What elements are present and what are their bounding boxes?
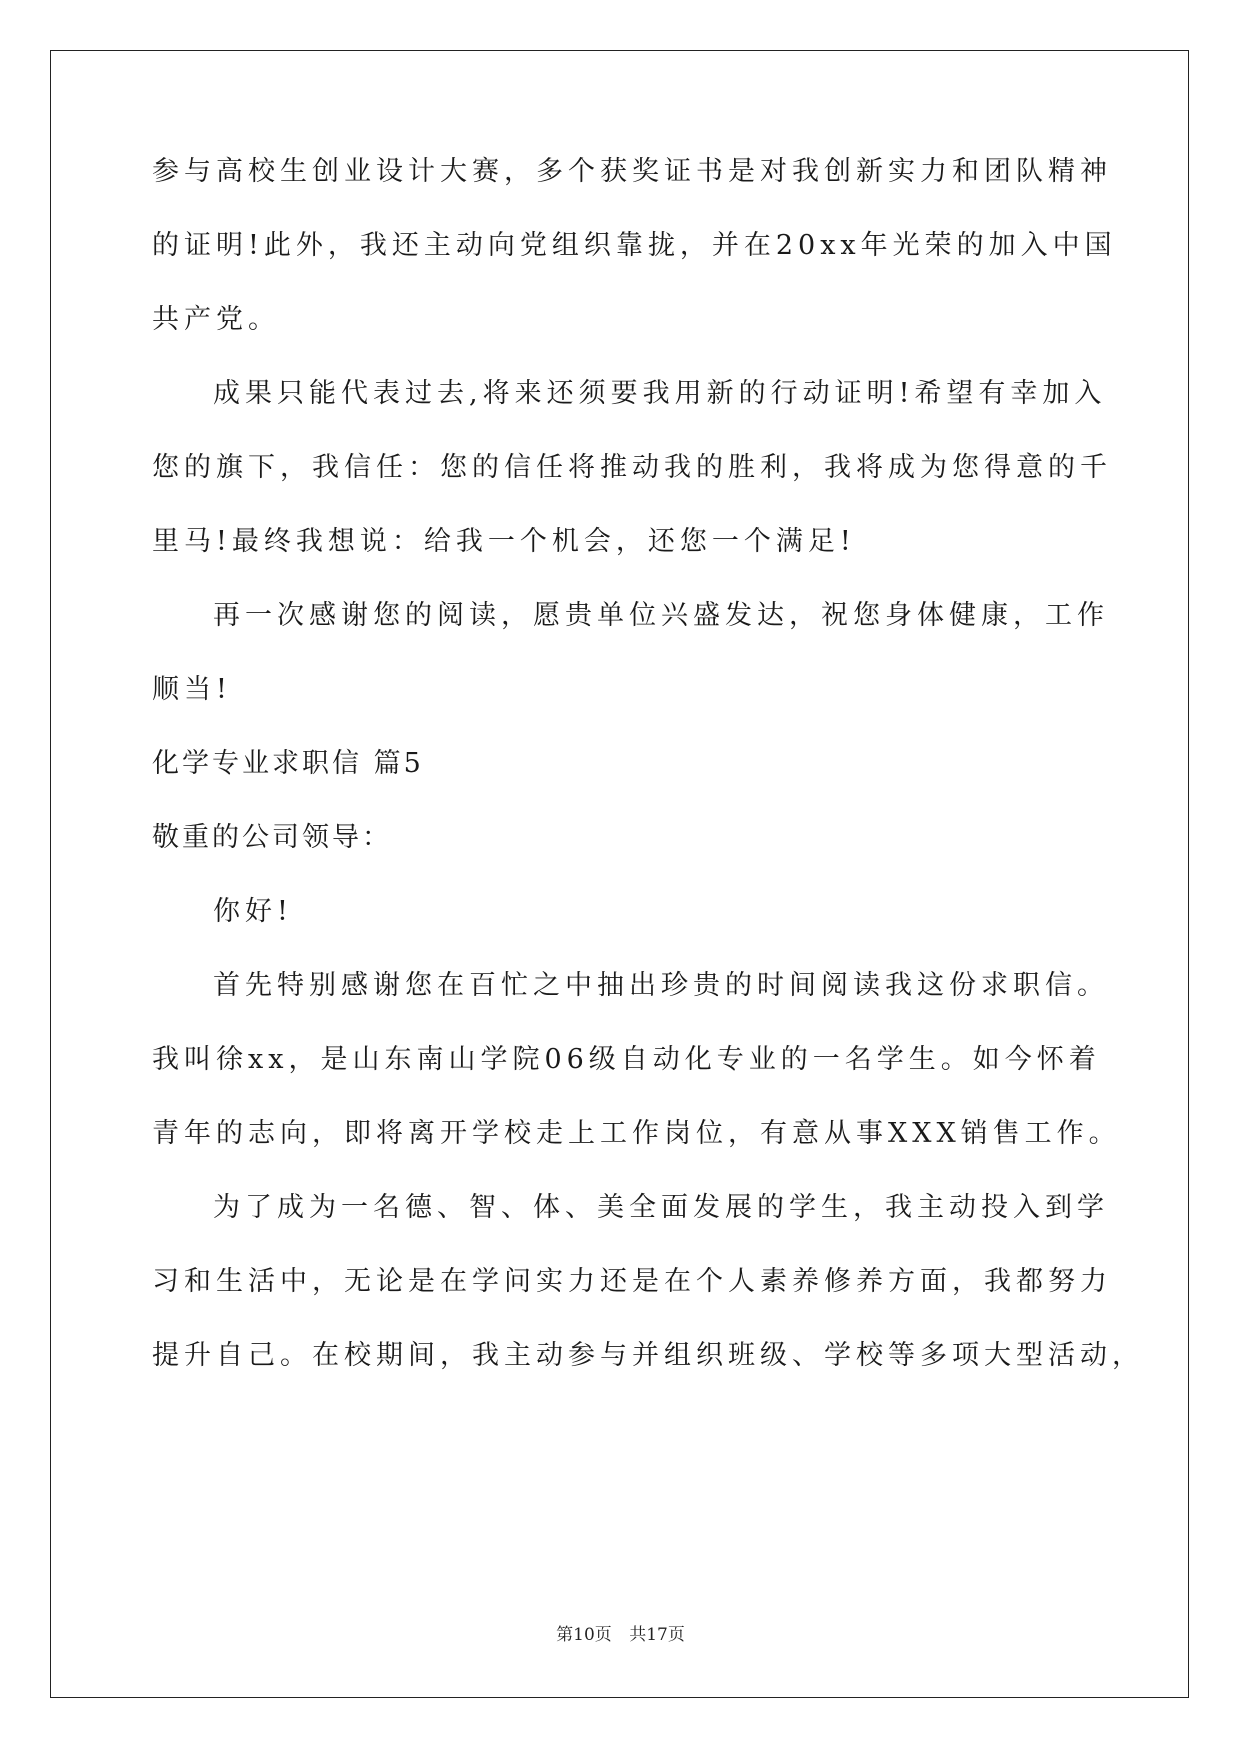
text-line: 里马!最终我想说：给我一个机会，还您一个满足!	[152, 526, 856, 557]
paragraph-first-line: 首先特别感谢您在百忙之中抽出珍贵的时间阅读我这份求职信。	[213, 970, 1109, 1001]
section-heading: 化学专业求职信 篇5	[152, 748, 424, 779]
salutation: 敬重的公司领导：	[152, 822, 392, 853]
text-line: 您的旗下，我信任：您的信任将推动我的胜利，我将成为您得意的千	[152, 452, 1112, 483]
text-line: 的证明!此外，我还主动向党组织靠拢，并在20xx年光荣的加入中国	[152, 230, 1117, 261]
page-border	[50, 50, 1189, 1698]
current-page-number: 第10页	[556, 1625, 612, 1645]
text-line: 顺当!	[152, 674, 232, 705]
total-pages: 共17页	[629, 1625, 685, 1645]
text-line: 我叫徐xx，是山东南山学院06级自动化专业的一名学生。如今怀着	[152, 1044, 1101, 1075]
paragraph-first-line: 为了成为一名德、智、体、美全面发展的学生，我主动投入到学	[213, 1192, 1109, 1223]
greeting: 你好!	[213, 896, 293, 927]
paragraph-first-line: 再一次感谢您的阅读，愿贵单位兴盛发达，祝您身体健康，工作	[213, 600, 1109, 631]
paragraph-first-line: 成果只能代表过去,将来还须要我用新的行动证明!希望有幸加入	[213, 378, 1107, 409]
text-line: 提升自己。在校期间，我主动参与并组织班级、学校等多项大型活动，	[152, 1340, 1144, 1371]
page-footer	[0, 1620, 1241, 1645]
text-line: 青年的志向，即将离开学校走上工作岗位，有意从事XXX销售工作。	[152, 1118, 1121, 1149]
text-line: 共产党。	[152, 304, 280, 335]
text-line: 参与高校生创业设计大赛，多个获奖证书是对我创新实力和团队精神	[152, 156, 1112, 187]
text-line: 习和生活中，无论是在学问实力还是在个人素养修养方面，我都努力	[152, 1266, 1112, 1297]
